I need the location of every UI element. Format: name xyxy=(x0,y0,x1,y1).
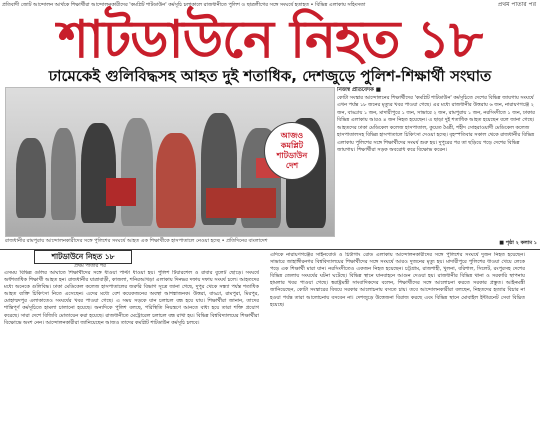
continued-ref: ■ পৃষ্ঠা ২ কলাম ১ xyxy=(499,239,537,246)
top-strip-text: প্রতিবাদী জোট আন্দোলন আর্থকে শিক্ষার্থীরা আন্দোলনকারীদের 'কমপ্লিট শাটডাউন' কর্মসূচি চলাকালে রাজধানীতে পুলিশ ও ছাত্রলীগের সঙ্গে সংঘর্ষে হতাহত • বিভিন্ন এলাকায় সহিংসতা xyxy=(2,2,366,8)
badge-line-4: দেশ xyxy=(285,161,299,170)
jump-headline-box: শাটডাউনে নিহত ১৮ xyxy=(34,250,132,264)
badge-line-1: আজও xyxy=(280,131,304,140)
lead-story-column xyxy=(337,87,537,247)
badge-line-2: কমপ্লিট xyxy=(280,141,304,150)
jump-subtitle: প্রথম পাতার পর xyxy=(74,263,106,269)
lead-story-text: কোটা সংস্কার আন্দোলনের শিক্ষার্থীদের 'কমপ্লিট শাটডাউন' কর্মসূচিতে দেশের বিভিন্ন জায়গায় সংঘর্ষে এখন পর্যন্ত ১৮ জনের মৃত্যুর খবর পাওয়া গেছে। এর মধ্যে রাজধানীর উত্তরায় ৬ জন, নারায়ণগঞ্জে ২ জন, বাড্ডায় ১ জন, মাদারীপুরে ১ জন, সাভারে ২ জন, রামপুরায় ১ জন, নরসিংদীতে ১ জন, ঢাকার বিভিন্ন এলাকায় আরও ৪ জন নিহত হয়েছেন। এ ছাড়া দুই শতাধিক আহত হয়েছেন বলে জানা গেছে। আহতদের ঢাকা মেডিকেল কলেজ হাসপাতাল, কুয়েত মৈত্রী, শহীদ সোহরাওয়ার্দী মেডিকেল কলেজ হাসপাতালসহ বিভিন্ন হাসপাতালে চিকিৎসা দেওয়া হচ্ছে। বৃহস্পতিবার সকাল থেকে রাজধানীর বিভিন্ন এলাকায় পুলিশের সঙ্গে শিক্ষার্থীদের সংঘর্ষ শুরু হয়। দুপুরের পর তা ছড়িয়ে পড়ে দেশের বিভিন্ন জায়গায়। শিক্ষার্থীরা সড়ক অবরোধ করে বিক্ষোভ করেন। xyxy=(337,94,535,153)
badge-line-3: শাটডাউন xyxy=(276,151,308,160)
shutdown-badge xyxy=(264,122,320,180)
continuation-column-right: এদিকে নারায়ণগঞ্জের সাইনবোর্ড ও চিটাগাং রোড এলাকায় আন্দোলনকারীদের সঙ্গে পুলিশের সংঘর্ষে দুজন নিহত হয়েছেন। সাভারে জাহাঙ্গীরনগর বিশ্ববিদ্যালয়ের শিক্ষার্থীদের সঙ্গে সংঘর্ষে আরও দুজনের মৃত্যু হয়। মাদারীপুরে পুলিশের ধাওয়া খেয়ে লেকে পড়ে এক শিক্ষার্থী মারা যান। নরসিংদীতেও একজন নিহত হয়েছেন। চট্টগ্রাম, রাজশাহী, খুলনা, বরিশাল, সিলেট, রংপুরসহ দেশের বিভিন্ন জেলায় সংঘর্ষের ঘটনা ঘটেছে। বিভিন্ন স্থানে যানবাহনে আগুন দেওয়া হয়। রাজধানীর বিভিন্ন থানা ও সরকারি স্থাপনায় হামলার খবর পাওয়া গেছে। স্বরাষ্ট্রমন্ত্রী সাংবাদিকদের বলেন, শিক্ষার্থীদের সঙ্গে আলোচনা করতে সরকার প্রস্তুত। আইনমন্ত্রী জানিয়েছেন, কোটা সংস্কারের বিষয়ে সরকার আলোচনায় বসতে চায়। তবে আন্দোলনকারীরা বলছেন, নিহতদের হত্যার বিচার না হওয়া পর্যন্ত তারা আলোচনায় বসবেন না। দেশজুড়ে উত্তেজনা বিরাজ করছে এবং বিভিন্ন স্থানে মোবাইল ইন্টারনেট সেবা বিঘ্নিত হয়েছে। xyxy=(270,252,525,308)
main-headline: শাটডাউনে নিহত ১৮ xyxy=(58,10,482,70)
subheadline: ঢামেকেই গুলিবিদ্ধসহ আহত দুই শতাধিক, দেশজুড়ে পুলিশ-শিক্ষার্থী সংঘাত xyxy=(48,67,492,85)
byline: নিজস্ব প্রতিবেদক ■ xyxy=(337,87,381,93)
continuation-column-left: এসময় বিভিন্ন গুলির আঘাতে শিক্ষার্থীদের সঙ্গে ধাওয়া পাল্টা ধাওয়া হয়। পুলিশ টিয়ারশেল ও রাবার বুলেট ছোড়ে। সংঘর্ষে অর্ধশতাধিক শিক্ষার্থী আহত হন। রাজধানীর যাত্রাবাড়ী, কাজলা, শনিরআখড়া এলাকায় দিনভর দফায় দফায় সংঘর্ষ চলে। আহতদের মধ্যে অনেকে গুলিবিদ্ধ। ঢাকা মেডিকেল কলেজ হাসপাতালের জরুরি বিভাগ সূত্রে জানা গেছে, দুপুর থেকে সন্ধ্যা পর্যন্ত শতাধিক আহত ব্যক্তি চিকিৎসা নিতে এসেছেন। এদের মধ্যে বেশ কয়েকজনের অবস্থা আশঙ্কাজনক। উত্তরা, বাড্ডা, রামপুরা, মিরপুর, মোহাম্মদপুর এলাকাতেও সংঘর্ষের খবর পাওয়া গেছে। এ সময় সড়কে যান চলাচল বন্ধ হয়ে যায়। শিক্ষার্থীরা জানান, তাদের শান্তিপূর্ণ কর্মসূচিতে হামলা চালানো হয়েছে। অন্যদিকে পুলিশ বলছে, পরিস্থিতি নিয়ন্ত্রণে আনতে বাধ্য হয়ে তারা শক্তি প্রয়োগ করেছে। সারা দেশে বিজিবি মোতায়েন করা হয়েছে। রাজধানীতে মেট্রোরেল চলাচল বন্ধ রাখা হয়। বিভিন্ন বিশ্ববিদ্যালয়ের শিক্ষার্থীরা বিক্ষোভে অংশ নেন। আন্দোলনকারীরা জানিয়েছেন আজও তাদের কমপ্লিট শাটডাউন কর্মসূচি চলবে। xyxy=(4,270,259,326)
photo-caption: রাজধানীর রামপুরায় আন্দোলনকারীদের সঙ্গে পুলিশের সংঘর্ষে আহত এক শিক্ষার্থীকে হাসপাতালে নেওয়া হচ্ছে • প্রতিদিনের বাংলাদেশ xyxy=(5,238,268,244)
top-strip-right: প্রথম পাতার পর xyxy=(497,1,536,8)
top-strip xyxy=(2,0,538,10)
